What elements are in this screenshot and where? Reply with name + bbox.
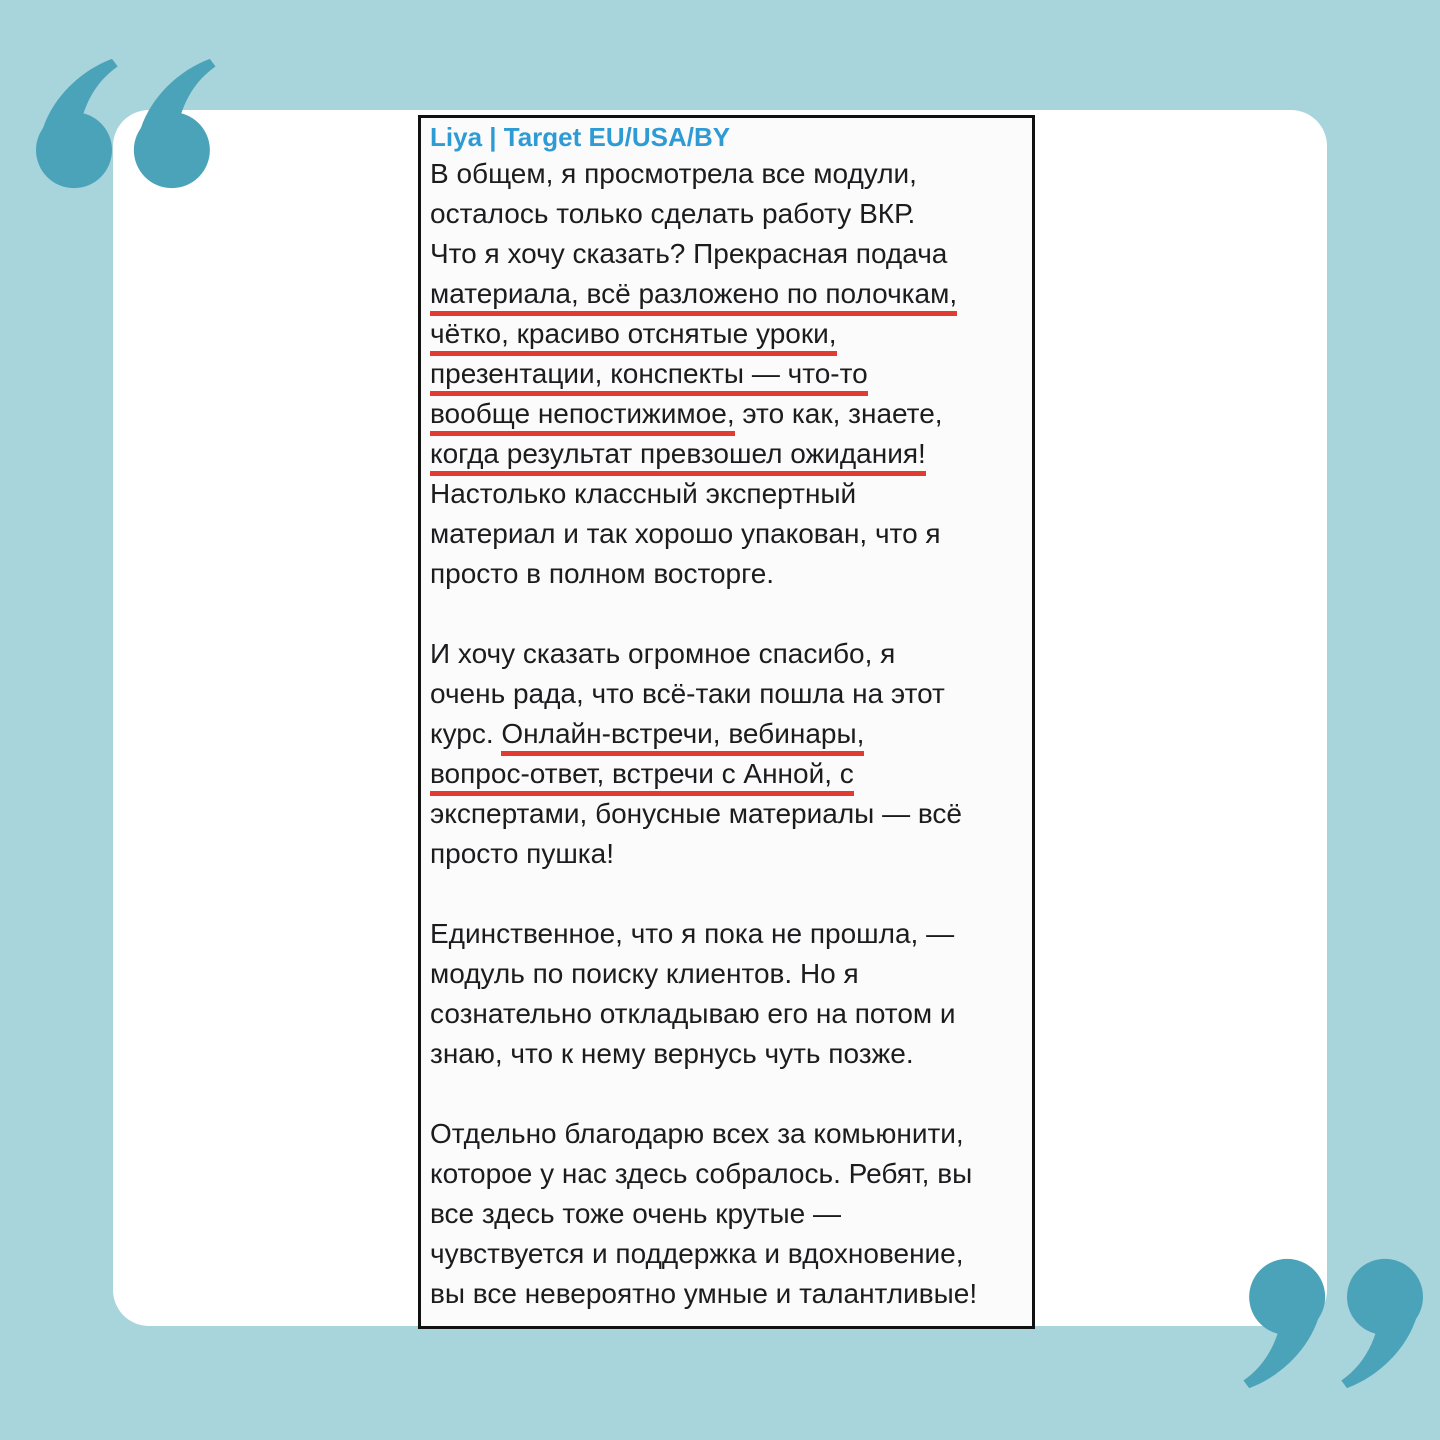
message-text: все здесь тоже очень крутые — [430,1198,842,1229]
red-underlined-text: чётко, красиво отснятые уроки, [430,318,837,356]
message-text: материал и так хорошо упакован, что я [430,518,941,549]
message-line [430,1034,1024,1074]
message-paragraph [430,914,1024,1074]
message-text: модуль по поиску клиентов. Но я [430,958,859,989]
message-text: В общем, я просмотрела все модули, [430,158,917,189]
message-line [430,674,1024,714]
chat-message-screenshot [418,115,1035,1329]
red-underlined-text: когда результат превзошел ожидания! [430,438,926,476]
message-text: Единственное, что я пока не прошла, — [430,918,955,949]
message-line [430,154,1024,194]
message-text: просто пушка! [430,838,615,869]
message-body [430,154,1024,1314]
message-line [430,514,1024,554]
red-underlined-text: вообще непостижимое, [430,398,735,436]
message-line [430,994,1024,1034]
testimonial-card [113,110,1327,1326]
message-text: это как, знаете, [734,398,943,429]
message-line [430,794,1024,834]
message-text: Настолько классный экспертный [430,478,857,509]
message-line [430,354,1024,394]
message-line [430,1234,1024,1274]
message-line [430,434,1024,474]
message-line [430,394,1024,434]
message-line [430,714,1024,754]
message-text: И хочу сказать огромное спасибо, я [430,638,896,669]
red-underlined-text: презентации, конспекты — что-то [430,358,868,396]
message-text: экспертами, бонусные материалы — всё [430,798,962,829]
message-line [430,1114,1024,1154]
message-text: чувствуется и поддержка и вдохновение, [430,1238,964,1269]
message-text: Отдельно благодарю всех за комьюнити, [430,1118,964,1149]
message-line [430,754,1024,794]
message-paragraph [430,154,1024,594]
message-text: просто в полном восторге. [430,558,775,589]
message-text: очень рада, что всё-таки пошла на этот [430,678,945,709]
message-text: Что я хочу сказать? Прекрасная подача [430,238,948,269]
message-line [430,234,1024,274]
message-line [430,274,1024,314]
message-line [430,554,1024,594]
open-quote-icon [36,57,226,190]
close-quote-icon [1233,1257,1423,1390]
message-line [430,1154,1024,1194]
message-text: курс. [430,718,502,749]
message-sender-name: Liya | Target EU/USA/BY [430,122,731,152]
message-line [430,954,1024,994]
message-text: сознательно откладываю его на потом и [430,998,956,1029]
message-text: знаю, что к нему вернусь чуть позже. [430,1038,914,1069]
message-line [430,1274,1024,1314]
message-line [430,914,1024,954]
message-line [430,1194,1024,1234]
red-underlined-text: Онлайн-встречи, вебинары, [501,718,864,756]
message-line [430,634,1024,674]
message-paragraph [430,1114,1024,1314]
message-line [430,474,1024,514]
message-text: осталось только сделать работу ВКР. [430,198,916,229]
red-underlined-text: вопрос-ответ, встречи с Анной, с [430,758,854,796]
message-paragraph [430,634,1024,874]
message-line [430,314,1024,354]
message-text: вы все невероятно умные и талантливые! [430,1278,978,1309]
message-line [430,834,1024,874]
message-line [430,194,1024,234]
message-text: которое у нас здесь собралось. Ребят, вы [430,1158,973,1189]
red-underlined-text: материала, всё разложено по полочкам, [430,278,957,316]
